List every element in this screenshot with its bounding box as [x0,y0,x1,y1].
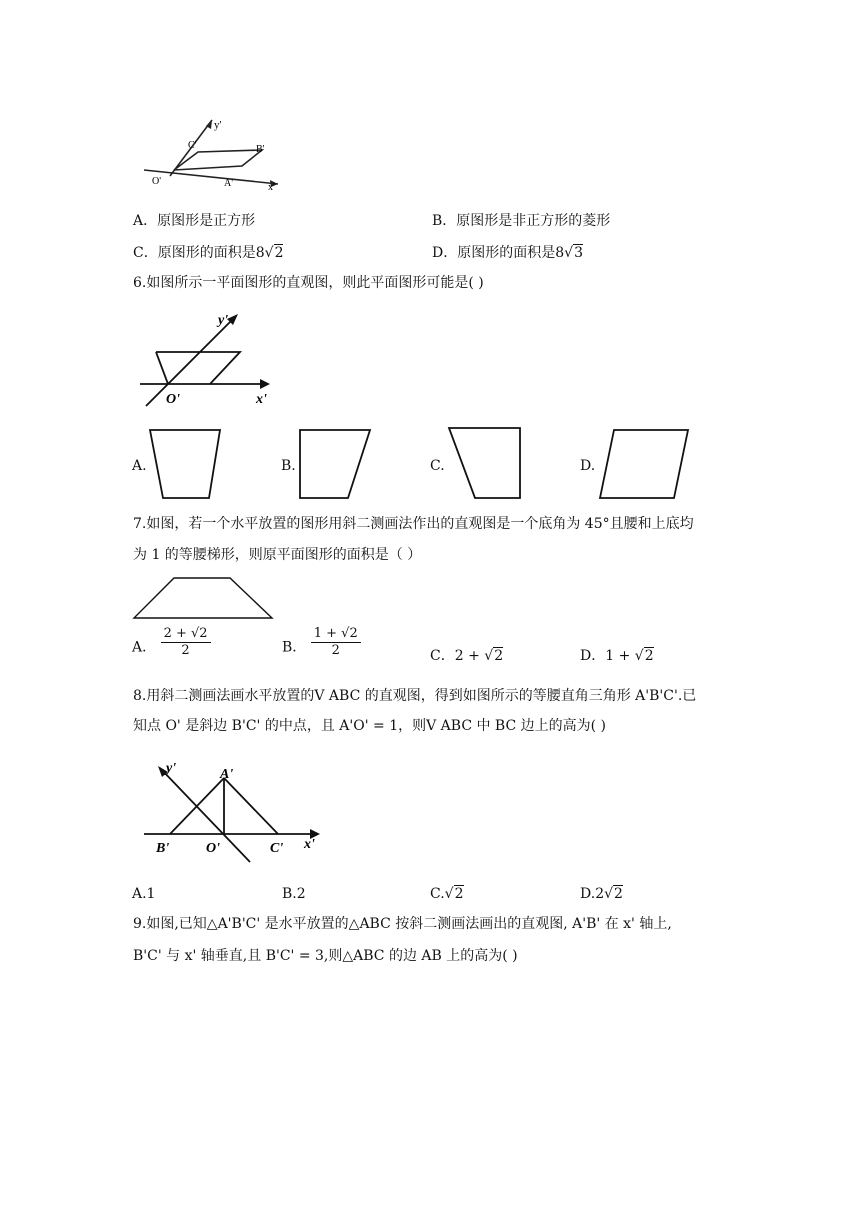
q5-option-c[interactable]: C．原图形的面积是8√2 [133,245,284,261]
q7-option-b[interactable] [282,626,361,659]
q5-option-c-coef: 8 [255,245,265,261]
q6-figure [136,306,278,410]
q5-option-d-rad: 3 [574,245,583,261]
q6-label-y: y' [218,313,229,328]
q7-option-d-pre: 1 + [605,648,635,664]
q8-stem-line1: 8.用斜二测画法画水平放置的V ABC 的直观图，得到如图所示的等腰直角三角形 A'B'C'.已 [133,688,697,704]
q5-option-d[interactable]: D．原图形的面积是8√3 [432,245,583,261]
q5-label-c: C' [188,140,197,151]
q8-option-d-label: D. [580,886,596,902]
q6-option-d-shape[interactable] [596,426,692,502]
q6-option-d-label[interactable]: D. [580,458,596,474]
q7-option-a[interactable] [132,626,211,659]
q7-stem-line2: 为 1 的等腰梯形，则原平面图形的面积是（ ） [133,547,422,563]
q5-x-axis [144,170,278,184]
q8-label-a: A' [220,767,234,782]
q8-option-c[interactable]: C.√2 [430,886,464,902]
q7-option-c-label: C． [430,648,455,664]
q6-option-c-label[interactable]: C. [430,458,445,474]
q8-label-x: x' [304,837,315,852]
q8-option-c-label: C. [430,886,445,902]
q8-option-c-rad: 2 [454,886,464,902]
q5-option-c-rad: 2 [274,245,284,261]
q7-trapezoid [134,578,272,618]
q5-label-a: A' [224,178,234,189]
q6-option-b-shape[interactable] [296,426,376,502]
q5-label-x: x' [268,182,275,193]
q8-label-b: B' [156,841,170,856]
q7-option-a-numerator: 2 + √2 [161,626,211,643]
q6-option-a-label[interactable]: A. [132,458,147,474]
q7-option-c[interactable]: C．2 + √2 [430,648,504,664]
q6-option-b-label[interactable]: B. [281,458,296,474]
q5-label-o: O' [152,176,162,187]
q7-option-c-rad: 2 [494,648,504,664]
q8-label-o: O' [206,841,220,856]
q8-option-d[interactable]: D.2√2 [580,886,623,902]
q7-option-d-label: D． [580,648,606,664]
q8-option-a[interactable]: A.1 [132,886,156,902]
q7-option-d[interactable]: D．1 + √2 [580,648,654,664]
q8-y-axis [160,768,250,862]
q7-stem-line1: 7.如图，若一个水平放置的图形用斜二测画法作出的直观图是一个底角为 45°且腰和上底均 [133,516,694,532]
q5-option-a[interactable]: A．原图形是正方形 [133,213,256,229]
q5-option-d-text: D．原图形的面积是 [432,245,556,261]
q7-option-b-numerator: 1 + √2 [311,626,361,643]
q5-option-b[interactable]: B．原图形是非正方形的菱形 [432,213,611,229]
q6-stem: 6.如图所示一平面图形的直观图，则此平面图形可能是( ) [133,275,484,291]
q8-label-y: y' [166,761,177,776]
q6-option-a-shape[interactable] [146,426,226,502]
q6-label-x: x' [256,392,267,407]
q5-label-b: B' [256,144,265,155]
q5-label-y: y' [214,119,222,131]
q8-option-d-pre: 2 [595,886,605,902]
q5-option-c-text: C．原图形的面积是 [133,245,256,261]
q5-figure [140,108,290,193]
q6-label-o: O' [166,392,180,407]
q7-figure [130,574,276,622]
q8-option-b[interactable]: B.2 [282,886,306,902]
q8-stem-line2: 知点 O' 是斜边 B'C' 的中点，且 A'O' = 1，则V ABC 中 BC 边上的高为( ) [133,718,607,734]
q7-option-a-label: A． [132,639,157,656]
q8-figure [140,756,336,866]
q7-option-c-pre: 2 + [454,648,485,664]
q9-stem-line2: B'C' 与 x' 轴垂直,且 B'C' = 3,则△ABC 的边 AB 上的高为( ) [133,948,518,964]
q9-stem-line1: 9.如图,已知△A'B'C' 是水平放置的△ABC 按斜二测画法画出的直观图, A'B' 在 x' 轴上, [133,916,672,932]
q7-option-a-denominator: 2 [181,643,190,658]
q6-option-c-shape[interactable] [445,424,525,502]
q8-option-d-rad: 2 [614,886,623,902]
q5-option-d-coef: 8 [555,245,565,261]
q7-option-b-denominator: 2 [331,643,340,658]
q7-option-b-label: B． [282,639,307,656]
q7-option-d-rad: 2 [644,648,654,664]
q8-label-c: C' [270,841,284,856]
